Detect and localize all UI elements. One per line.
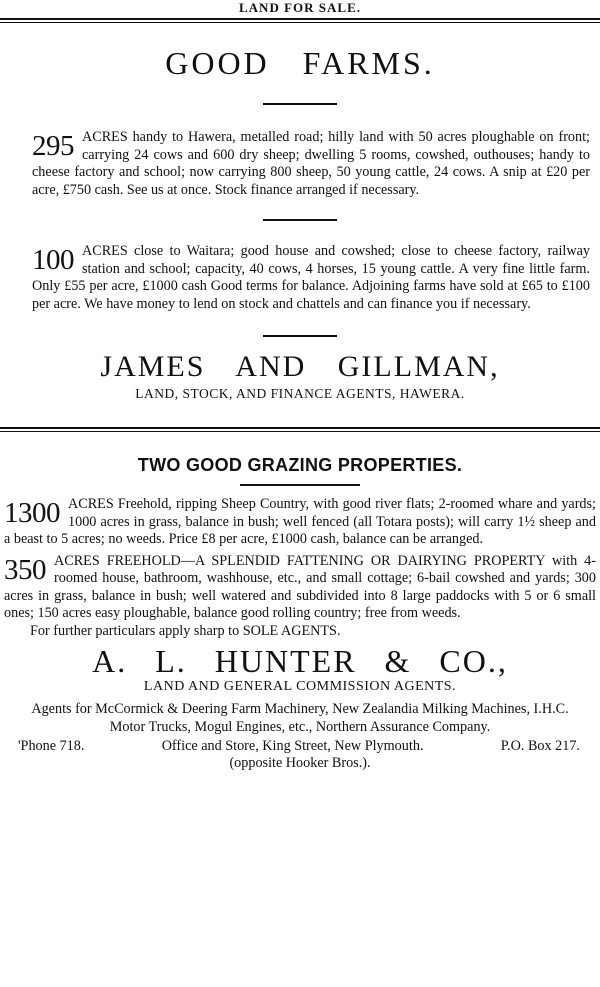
- further-particulars: For further particulars apply sharp to SOLE AGENTS.: [30, 622, 341, 639]
- po-box: P.O. Box 217.: [500, 738, 580, 754]
- header-rule: [0, 18, 600, 23]
- phone-number: 'Phone 718.: [18, 738, 85, 754]
- listing-acres: 1300: [4, 497, 60, 529]
- listing-acres: 100: [32, 244, 74, 276]
- listing-text: ACRES handy to Hawera, metalled road; hilly land with 50 acres ploughable on front; carrying 24 cows and 600 dry sheep; dwelling 5 rooms, cowshed, outhouses; handy to cheese factory and school; now carrying 800 sheep, 50 young cattle, 24 cows. A snip at £20 per acre, £750 cash. See us at once. Stock finance arranged if necessary.: [32, 129, 590, 198]
- opposite-note: (opposite Hooker Bros.).: [229, 755, 371, 771]
- agent-subtitle: LAND, STOCK, AND FINANCE AGENTS, HAWERA.: [135, 386, 465, 401]
- section-header: LAND FOR SALE.: [239, 0, 361, 15]
- listing-acres: 350: [4, 553, 46, 586]
- office-address: Office and Store, King Street, New Plymouth.: [161, 738, 424, 754]
- contact-row: [0, 738, 600, 755]
- listing-100: [0, 243, 600, 313]
- agents-for: Agents for McCormick & Deering Farm Machinery, New Zealandia Milking Machines, I.H.C. Motor Trucks, Mogul Engines, etc., Northern Assurance Company.: [31, 701, 569, 735]
- listing-text: ACRES Freehold, ripping Sheep Country, with good river flats; 2-roomed whare and yards; 1000 acres in grass, balance in bush; well fenced (all Totara posts); will carry 1½ sheep and a beast to 5 acres; no weeds. Price £8 per acre, £1000 cash, balance can be arranged.: [4, 496, 596, 547]
- listing-text: ACRES close to Waitara; good house and cowshed; close to cheese factory, railway station and school; capacity, 40 cows, 4 horses, 15 young cattle. A very fine little farm. Only £55 per acre, £1000 cash Good terms for balance. Adjoining farms have sold at £65 to £100 per acre. We have money to lend on stock and chattels and can finance you if necessary.: [32, 243, 590, 312]
- listing-295: [0, 129, 600, 199]
- agent-name-hunter: A. L. HUNTER & CO.,: [92, 643, 508, 679]
- good-farms-title: GOOD FARMS.: [165, 45, 435, 81]
- agent-name-james-gillman: JAMES AND GILLMAN,: [100, 350, 500, 383]
- listing-350: [0, 553, 600, 623]
- grazing-title: TWO GOOD GRAZING PROPERTIES.: [137, 455, 463, 475]
- agent-subtitle: LAND AND GENERAL COMMISSION AGENTS.: [143, 679, 457, 694]
- listing-text: ACRES FREEHOLD—A SPLENDID FATTENING OR DAIRYING PROPERTY with 4-roomed house, bathroom, washhouse, etc., and small cottage; 6-bail cowshed and yards; 300 acres in grass, balance in bush; well watered and subdivided into 8 large paddocks with 5 or 6 small ones; 150 acres easy ploughable, balance good rolling country; free from weeds.: [4, 552, 596, 621]
- listing-acres: 295: [32, 130, 74, 162]
- listing-1300: [0, 496, 600, 549]
